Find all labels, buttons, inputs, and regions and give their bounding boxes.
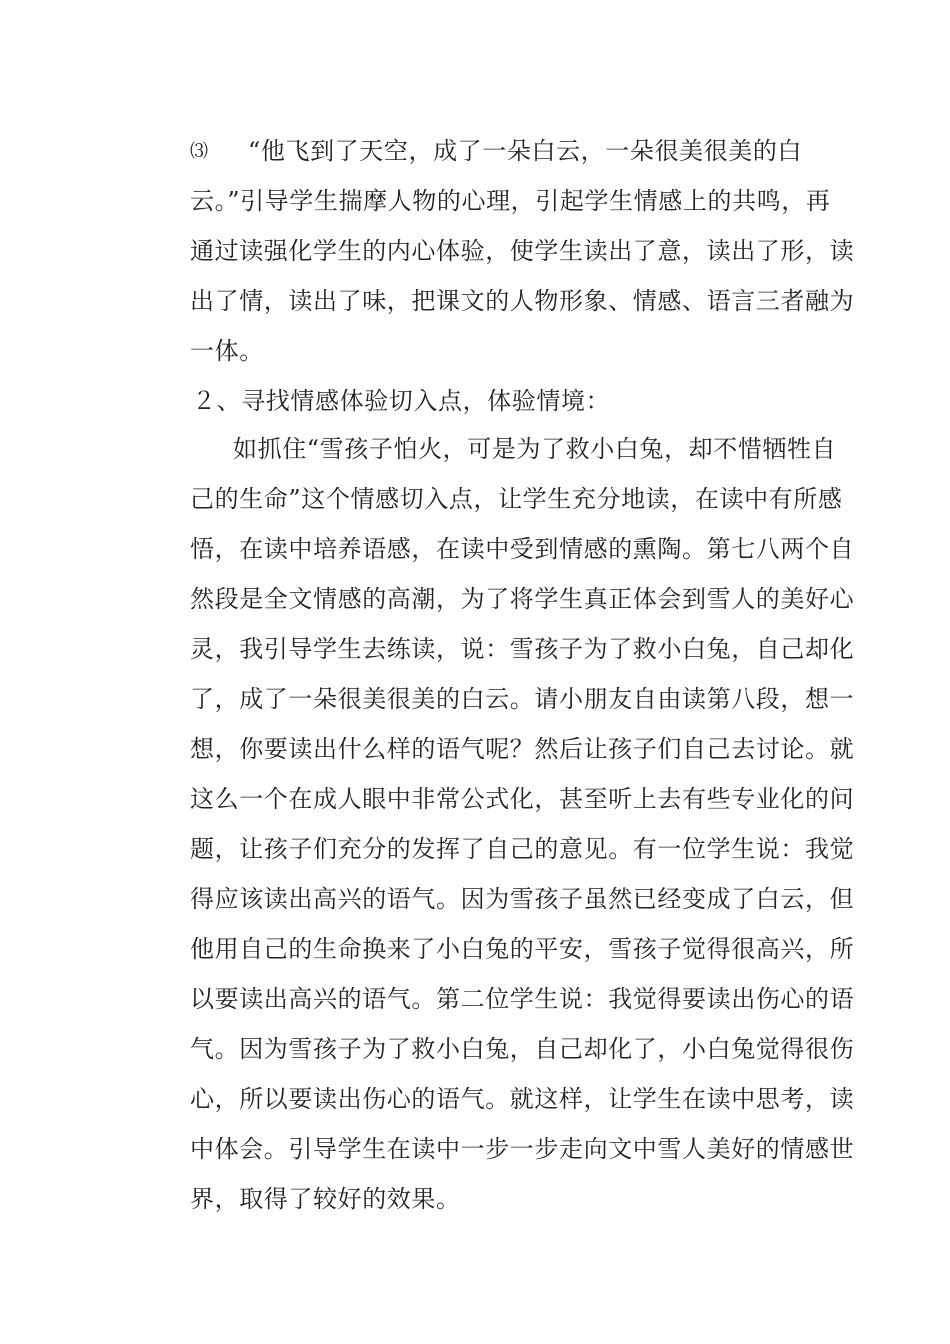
paragraph-2-line-2: 己的生命”这个情感切入点，让学生充分地读，在读中有所感 <box>190 485 843 513</box>
paragraph-2-line-10: 得应该读出高兴的语气。因为雪孩子虽然已经变成了白云，但 <box>190 885 855 913</box>
paragraph-1-line-3: 通过读强化学生的内心体验，使学生读出了意，读出了形，读 <box>190 237 855 265</box>
paragraph-2-line-5: 灵，我引导学生去练读，说：雪孩子为了救小白兔，自己却化 <box>190 635 855 663</box>
paragraph-2-line-4: 然段是全文情感的高潮，为了将学生真正体会到雪人的美好心 <box>190 585 855 613</box>
paragraph-2-line-14: 心，所以要读出伤心的语气。就这样，让学生在读中思考，读 <box>190 1085 855 1113</box>
text-line: “他飞到了天空，成了一朵白云，一朵很美很美的白 <box>248 137 803 165</box>
paragraph-1-line-1 <box>190 126 830 176</box>
paragraph-2-line-3: 悟，在读中培养语感，在读中受到情感的熏陶。第七八两个自 <box>190 535 855 563</box>
paragraph-2-line-16: 界，取得了较好的效果。 <box>190 1185 461 1213</box>
paragraph-2-line-15: 中体会。引导学生在读中一步一步走向文中雪人美好的情感世 <box>190 1135 855 1163</box>
paragraph-2-line-13: 气。因为雪孩子为了救小白兔，自己却化了，小白兔觉得很伤 <box>190 1035 855 1063</box>
section-heading: ２、寻找情感体验切入点，体验情境： <box>192 387 611 415</box>
paragraph-2-line-8: 这么一个在成人眼中非常公式化，甚至听上去有些专业化的问 <box>190 785 855 813</box>
paragraph-2-line-6: 了，成了一朵很美很美的白云。请小朋友自由读第八段，想一 <box>190 685 855 713</box>
paragraph-2-line-11: 他用自己的生命换来了小白兔的平安，雪孩子觉得很高兴，所 <box>190 935 855 963</box>
paragraph-2-line-7: 想，你要读出什么样的语气呢？然后让孩子们自己去讨论。就 <box>190 735 855 763</box>
paragraph-1-line-2: 云。”引导学生揣摩人物的心理，引起学生情感上的共鸣，再 <box>190 187 831 215</box>
paragraph-1-line-5: 一体。 <box>190 337 264 365</box>
paragraph-2-line-12: 以要读出高兴的语气。第二位学生说：我觉得要读出伤心的语 <box>190 985 855 1013</box>
paragraph-2-line-1: 如抓住“雪孩子怕火，可是为了救小白兔，却不惜牺牲自 <box>233 435 837 463</box>
list-marker: ⑶ <box>190 141 209 162</box>
paragraph-1-line-4: 出了情，读出了味，把课文的人物形象、情感、语言三者融为 <box>190 287 855 315</box>
paragraph-2-line-9: 题，让孩子们充分的发挥了自己的意见。有一位学生说：我觉 <box>190 835 855 863</box>
